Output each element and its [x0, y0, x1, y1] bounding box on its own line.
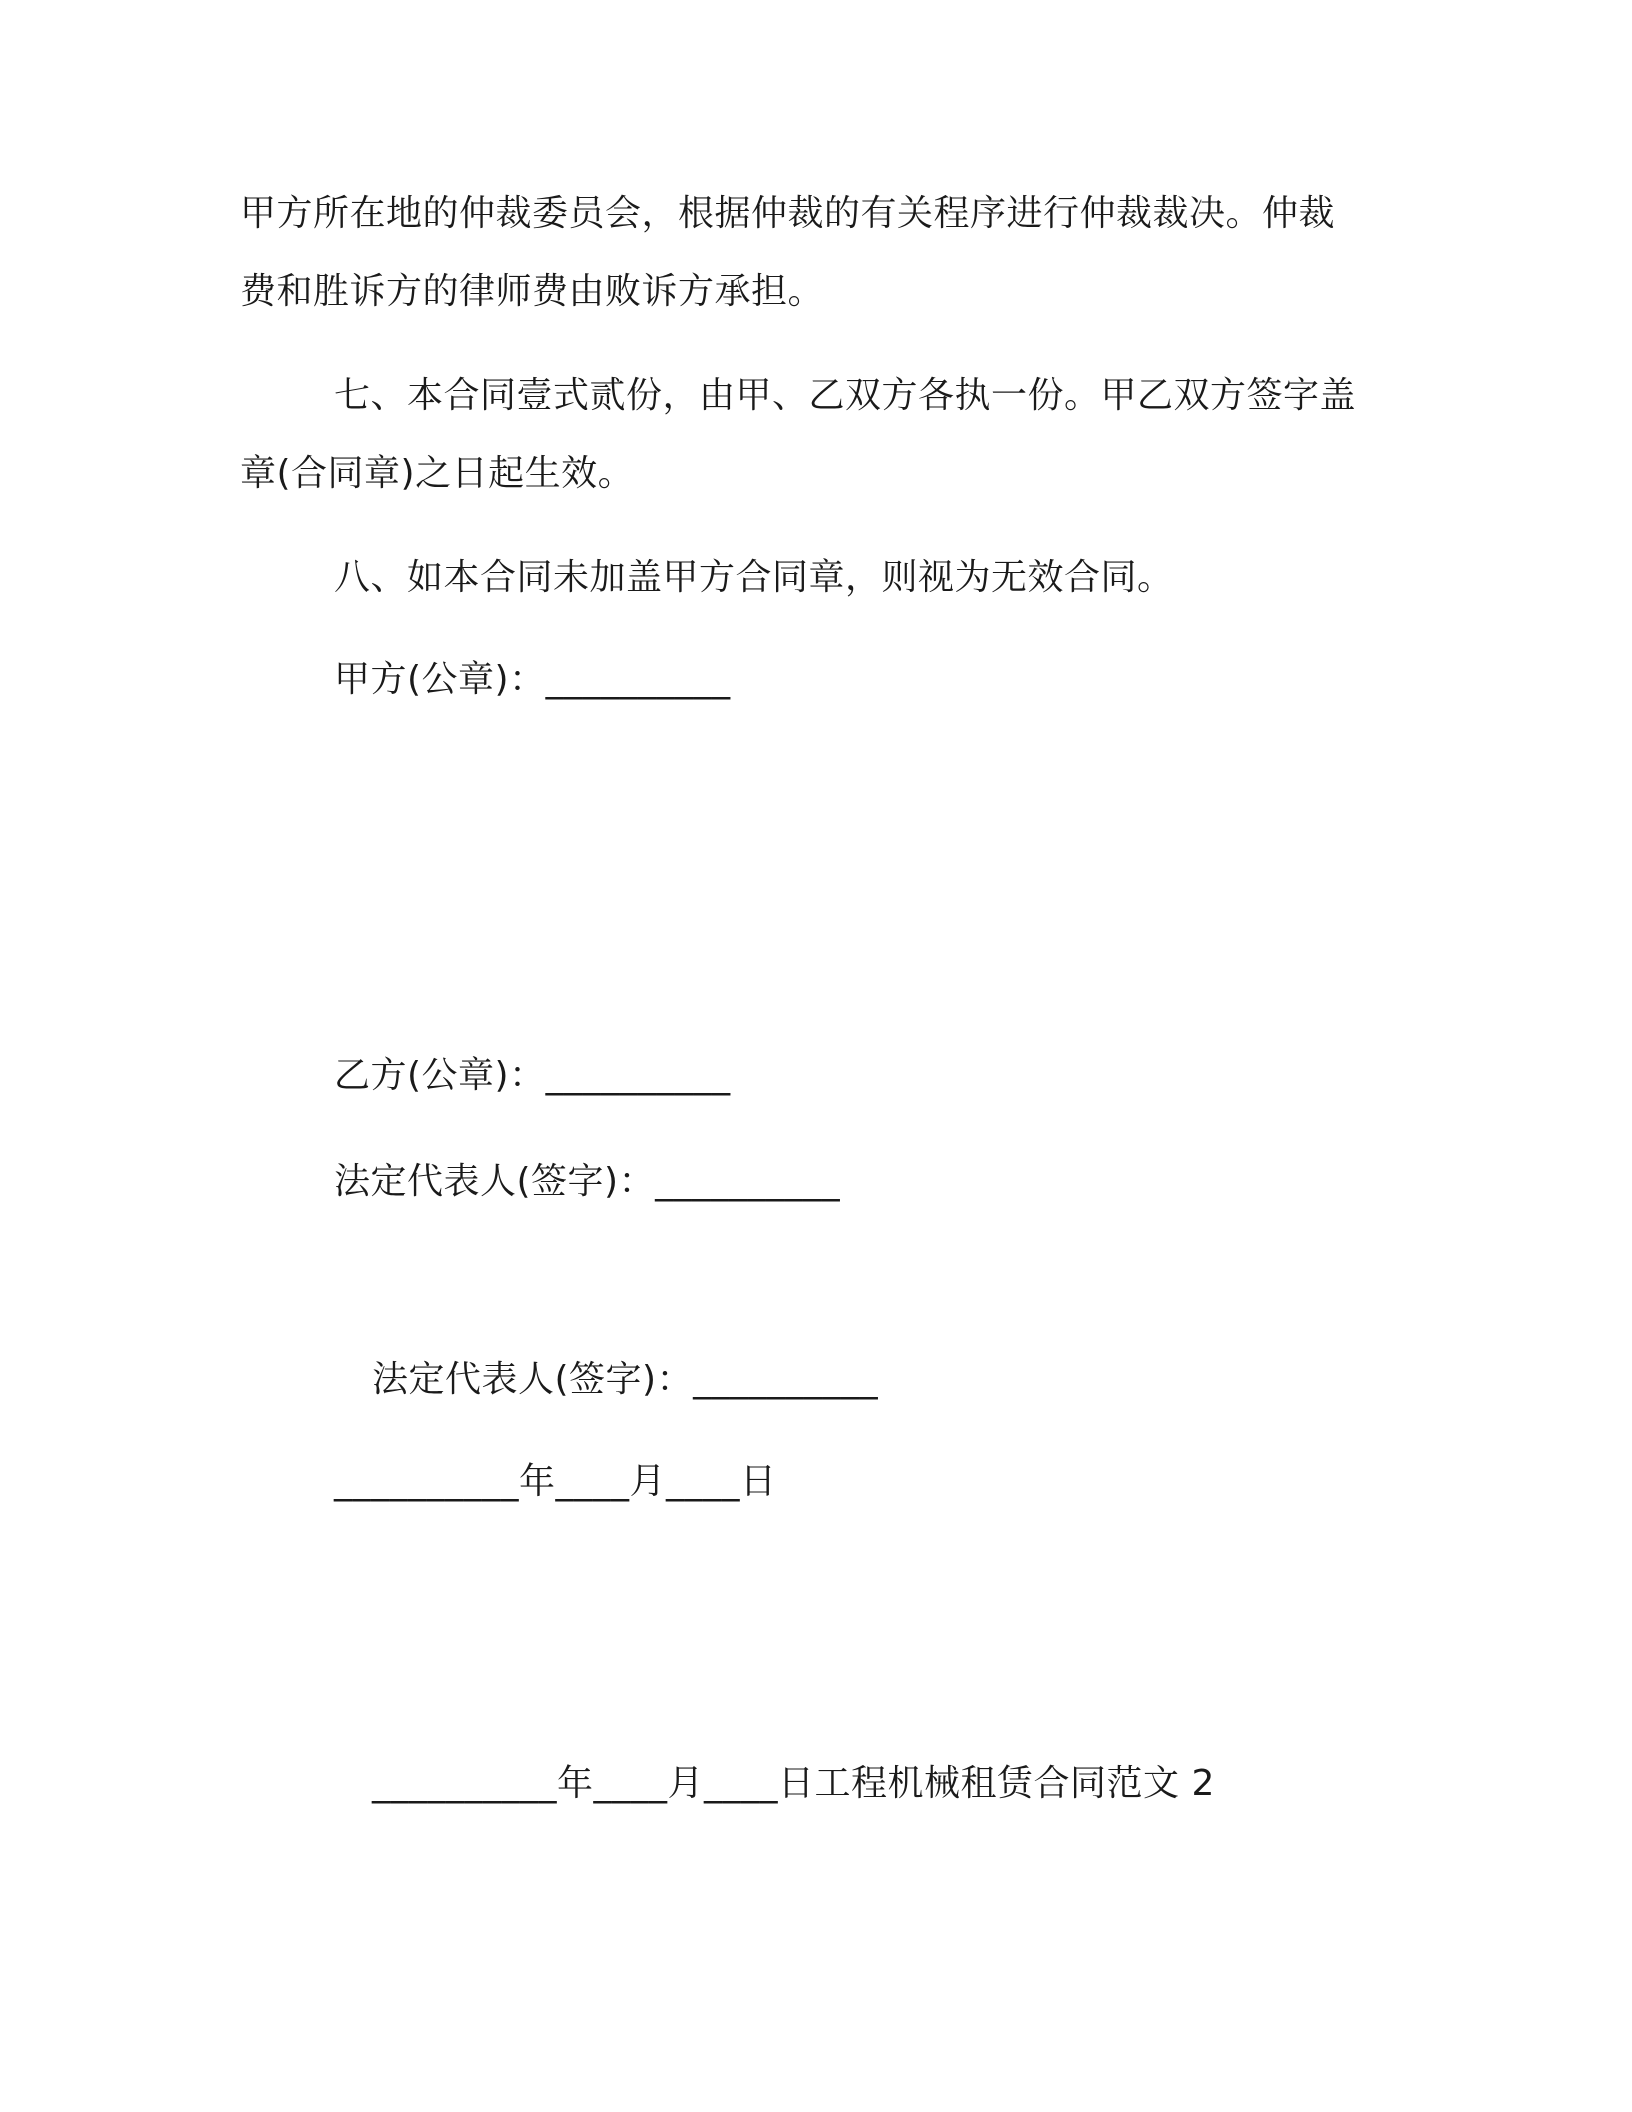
party-b-seal-line: 乙方(公章)：__________: [334, 1055, 731, 1096]
date-line: __________年____月____日: [334, 1461, 777, 1502]
party-a-seal-line: 甲方(公章)：__________: [334, 659, 731, 700]
legal-representative-signature-line: 法定代表人(签字)：__________: [334, 1161, 841, 1202]
paragraph-arbitration-line-2: 费和胜诉方的律师费由败诉方承担。: [240, 271, 825, 312]
paragraph-eight: 八、如本合同未加盖甲方合同章，则视为无效合同。: [334, 557, 1174, 598]
legal-representative-signature-line: 法定代表人(签字)：__________: [372, 1359, 879, 1400]
paragraph-arbitration-line-1: 甲方所在地的仲裁委员会，根据仲裁的有关程序进行仲裁裁决。仲裁: [240, 193, 1336, 234]
paragraph-seven-line-1: 七、本合同壹式贰份，由甲、乙双方各执一份。甲乙双方签字盖: [334, 375, 1357, 416]
date-and-document-title-line: __________年____月____日工程机械租赁合同范文 2: [372, 1763, 1215, 1804]
paragraph-seven-line-2: 章(合同章)之日起生效。: [240, 453, 635, 494]
